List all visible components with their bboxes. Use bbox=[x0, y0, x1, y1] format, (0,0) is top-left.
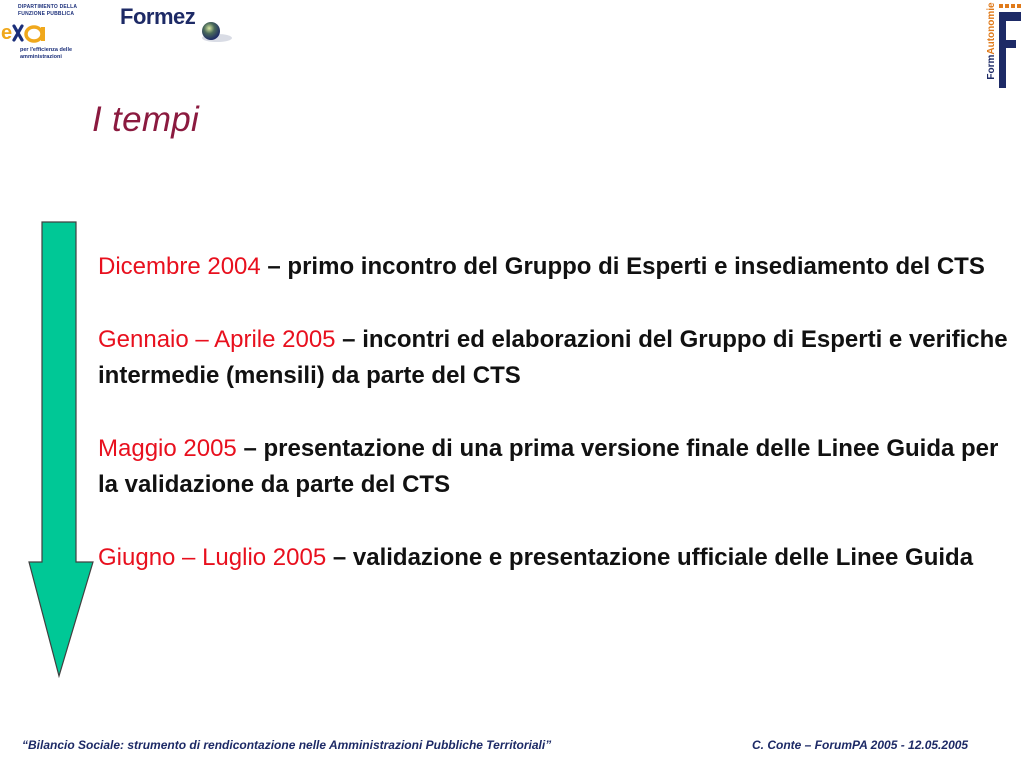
footer-presentation-title: “Bilancio Sociale: strumento di rendicontazione nelle Amministrazioni Pubbliche Territoriali” bbox=[22, 738, 552, 752]
svg-text:e: e bbox=[1, 22, 13, 44]
timeline-description: – presentazione di una prima versione finale delle Linee Guida per la validazione da parte del CTS bbox=[98, 435, 999, 498]
dept-logo-line1: DIPARTIMENTO DELLA bbox=[18, 4, 78, 10]
timeline-item bbox=[98, 249, 1008, 285]
timeline-date: Dicembre 2004 bbox=[98, 253, 261, 280]
timeline-item bbox=[98, 431, 1008, 503]
timeline-list bbox=[98, 249, 1008, 613]
globe-icon bbox=[198, 18, 232, 46]
formautonomie-logo bbox=[978, 0, 1024, 88]
timeline-date: Gennaio – Aprile 2005 bbox=[98, 326, 336, 353]
formez-logo bbox=[120, 2, 240, 48]
formautonomie-part2: Autonomie bbox=[986, 2, 997, 55]
f-letter-icon bbox=[996, 4, 1022, 88]
slide-title: I tempi bbox=[92, 100, 200, 139]
timeline-item bbox=[98, 540, 1008, 576]
footer-author-date: C. Conte – ForumPA 2005 - 12.05.2005 bbox=[752, 738, 969, 752]
formez-wordmark: Formez bbox=[120, 4, 196, 29]
timeline-item bbox=[98, 322, 1008, 394]
timeline-date: Giugno – Luglio 2005 bbox=[98, 544, 327, 571]
timeline-description: – primo incontro del Gruppo di Esperti e insediamento del CTS bbox=[260, 253, 985, 280]
timeline-date: Maggio 2005 bbox=[98, 435, 237, 462]
dept-logo-sub2: amministrazioni bbox=[20, 54, 62, 60]
formautonomie-part1: Form bbox=[986, 54, 997, 80]
dept-logo-line2: FUNZIONE PUBBLICA bbox=[18, 11, 75, 17]
funzione-pubblica-logo bbox=[0, 0, 92, 66]
timeline-description: – validazione e presentazione ufficiale delle Linee Guida bbox=[326, 544, 974, 571]
timeline-arrow-icon bbox=[26, 220, 96, 678]
dept-logo-sub1: per l'efficienza delle bbox=[20, 47, 73, 53]
exa-logo-mark bbox=[0, 22, 60, 44]
timeline-description: – incontri ed elaborazioni del Gruppo di Esperti e verifiche intermedie (mensili) da parte del CTS bbox=[98, 326, 1008, 389]
